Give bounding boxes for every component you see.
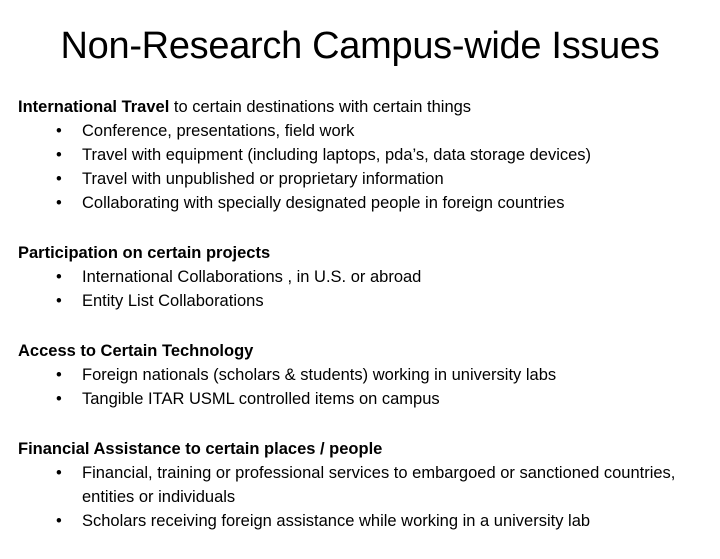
bullet-text: Collaborating with specially designated people in foreign countries [82,194,565,212]
bullet-icon: • [56,122,62,140]
list-item [18,387,708,411]
bullet-icon: • [56,268,62,286]
list-item [18,265,708,289]
bullet-list [18,265,708,313]
section-heading-bold: Access to Certain Technology [18,342,254,360]
list-item [18,289,708,313]
section-access-technology [18,339,708,411]
bullet-text: Travel with unpublished or proprietary information [82,170,444,188]
section-heading-bold: Financial Assistance to certain places / people [18,440,383,458]
bullet-icon: • [56,170,62,188]
section-heading [18,437,708,461]
bullet-icon: • [56,146,62,164]
list-item [18,363,708,387]
list-item [18,509,708,533]
section-participation-projects [18,241,708,313]
section-international-travel [18,95,708,215]
section-heading-bold: Participation on certain projects [18,244,271,262]
bullet-list [18,119,708,215]
slide-title: Non-Research Campus-wide Issues [60,25,660,67]
bullet-icon: • [56,194,62,212]
bullet-icon: • [56,390,62,408]
list-item [18,119,708,143]
bullet-icon: • [56,366,62,384]
bullet-text: Foreign nationals (scholars & students) working in university labs [82,366,557,384]
section-heading [18,241,708,265]
bullet-icon: • [56,292,62,310]
slide-content [18,95,708,559]
bullet-text: Financial, training or professional services to embargoed or sanctioned countries, entities or individuals [82,464,676,506]
bullet-text: Scholars receiving foreign assistance while working in a university lab [82,512,591,530]
list-item [18,461,708,509]
bullet-text: Tangible ITAR USML controlled items on campus [82,390,440,408]
section-heading [18,339,708,363]
bullet-icon: • [56,464,62,482]
section-heading-rest: to certain destinations with certain things [169,98,472,116]
section-heading [18,95,708,119]
list-item [18,143,708,167]
list-item [18,191,708,215]
bullet-list [18,461,708,533]
bullet-text: Travel with equipment (including laptops, pda’s, data storage devices) [82,146,592,164]
bullet-text: International Collaborations , in U.S. or abroad [82,268,422,286]
bullet-text: Conference, presentations, field work [82,122,355,140]
section-heading-bold: International Travel [18,98,170,116]
bullet-text: Entity List Collaborations [82,292,264,310]
bullet-list [18,363,708,411]
section-financial-assistance [18,437,708,533]
list-item [18,167,708,191]
bullet-icon: • [56,512,62,530]
